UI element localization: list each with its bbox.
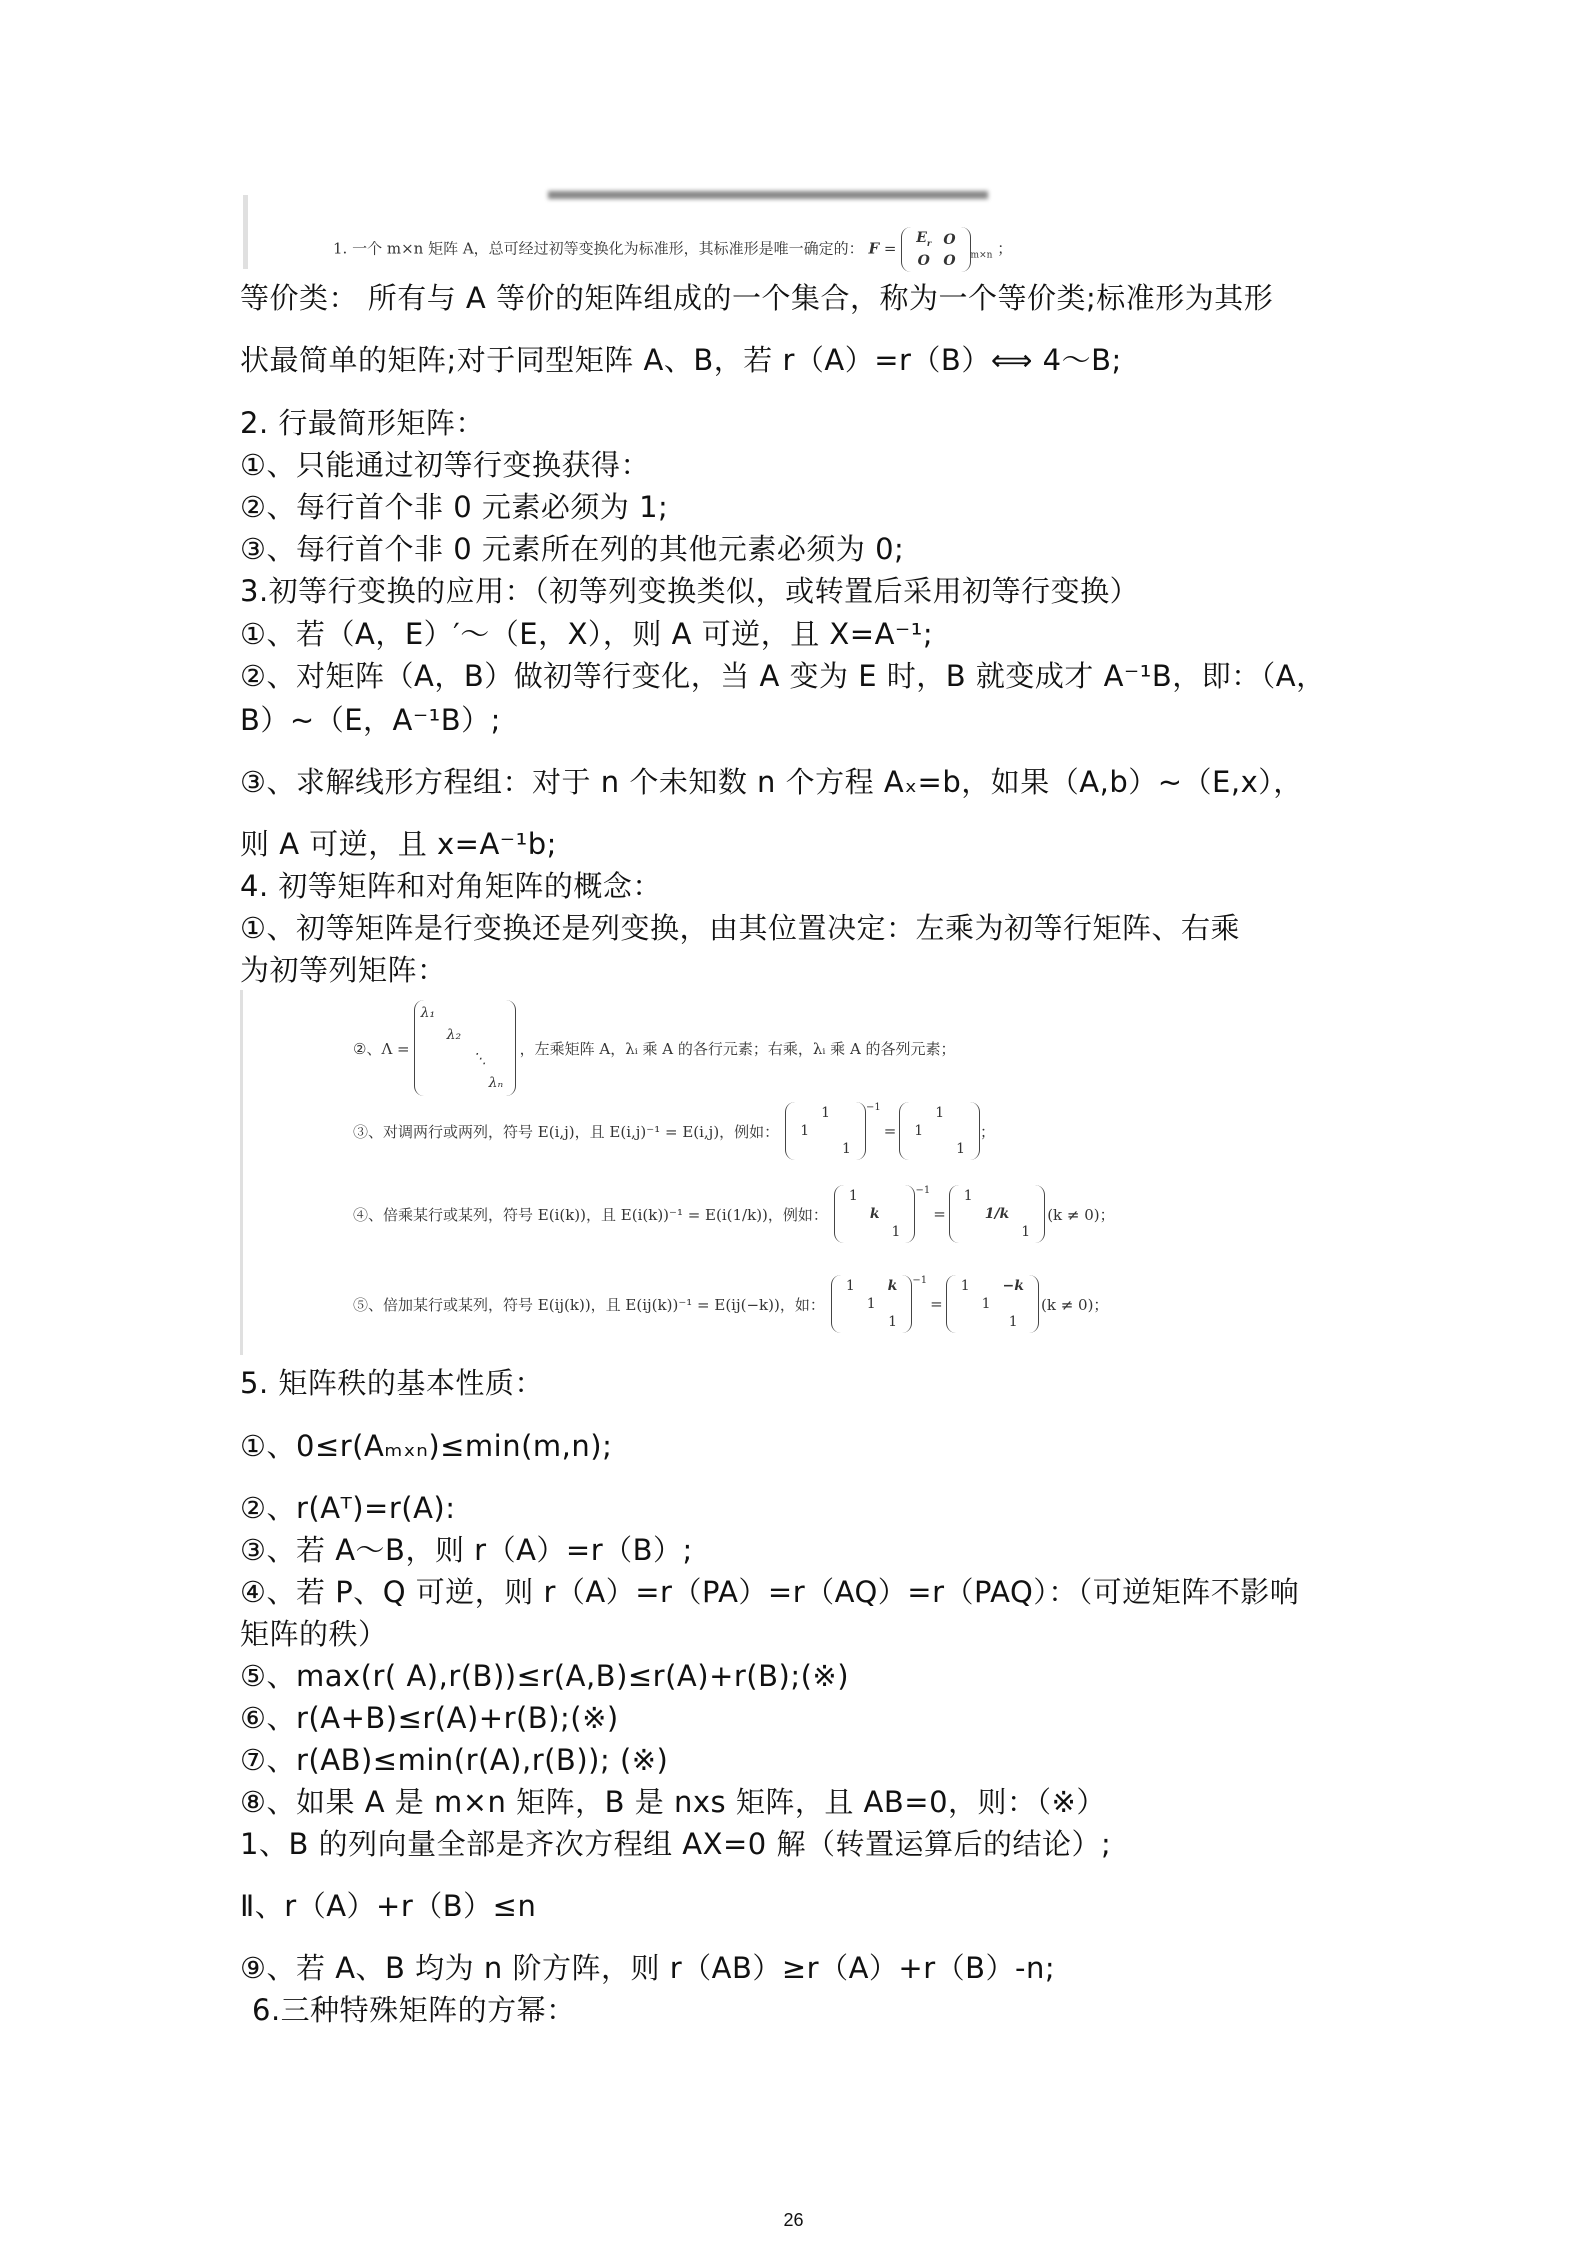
scale-matrix-lhs: 1 k 1 — [834, 1185, 916, 1243]
section3-heading: 3.初等行变换的应用：（初等列变换类似，或转置后采用初等行变换） — [240, 574, 1140, 608]
section5-item9: ⑨、若 A、B 均为 n 阶方阵，则 r（AB）≥r（A）+r（B）-n; — [240, 1951, 1056, 1985]
scale-matrix-rhs: 1 1/k 1 — [949, 1185, 1045, 1243]
section3-item2-line2: B）~（E，A⁻¹B）; — [240, 703, 501, 737]
section4-heading: 4. 初等矩阵和对角矩阵的概念： — [240, 869, 662, 903]
swap-matrix-rhs: 1 1 1 — [899, 1102, 980, 1160]
section5-item3: ③、若 A～B，则 r（A）=r（B）; — [240, 1533, 693, 1567]
section5-item6: ⑥、r(A+B)≤r(A)+r(B);(※) — [240, 1701, 619, 1735]
section4-item1-line2: 为初等列矩阵： — [240, 953, 447, 987]
section5-item8-sub1: 1、B 的列向量全部是齐次方程组 AX=0 解（转置运算后的结论）; — [240, 1827, 1112, 1861]
section5-item7: ⑦、r(AB)≤min(r(A),r(B)); (※) — [240, 1743, 669, 1777]
section2-heading: 2. 行最简形矩阵： — [240, 406, 485, 440]
section3-item3-line2: 则 A 可逆，且 x=A⁻¹b; — [240, 827, 557, 861]
standard-form-matrix: $E_r$ O O O — [901, 227, 970, 272]
section5-item2: ②、r(Aᵀ)=r(A): — [240, 1491, 456, 1525]
elementary-matrix-scanned-image — [240, 990, 1115, 1355]
section4-item1-line1: ①、初等矩阵是行变换还是列变换，由其位置决定：左乘为初等行矩阵、右乘 — [240, 911, 1240, 945]
section5-item4-line2: 矩阵的秩） — [240, 1617, 388, 1651]
section5-item1: ①、0≤r(Aₘₓₙ)≤min(m,n); — [240, 1429, 613, 1463]
blurred-title — [548, 191, 988, 199]
swap-matrix-lhs: 1 1 1 — [785, 1102, 866, 1160]
matrix-item2: ②、Λ = λ₁ λ₂ ⋱ λₙ ，左乘矩阵 A，λᵢ 乘 A 的各行元素；右乘，λᵢ 乘 A 的各列元素； — [353, 1000, 956, 1096]
page-number: 26 — [783, 2210, 804, 2230]
section3-item3-line1: ③、求解线形方程组：对于 n 个未知数 n 个方程 Aₓ=b，如果（A,b）~（E,x）， — [240, 765, 1303, 799]
equiv-class-line2: 状最简单的矩阵;对于同型矩阵 A、B，若 r（A）=r（B）⟺ 4～B; — [240, 343, 1122, 377]
section5-heading: 5. 矩阵秩的基本性质： — [240, 1366, 544, 1400]
header-scanned-image — [243, 195, 1148, 269]
section5-item8-sub2: Ⅱ、r（A）+r（B）≤n — [240, 1889, 537, 1923]
add-matrix-rhs: 1 −k 1 1 — [946, 1275, 1039, 1333]
diagonal-matrix: λ₁ λ₂ ⋱ λₙ — [414, 1000, 516, 1096]
section5-item8: ⑧、如果 A 是 m×n 矩阵，B 是 nxs 矩阵，且 AB=0，则：（※） — [240, 1785, 1106, 1819]
section2-item1: ①、只能通过初等行变换获得： — [240, 448, 650, 482]
section2-item2: ②、每行首个非 0 元素必须为 1; — [240, 490, 669, 524]
section3-item2-line1: ②、对矩阵（A，B）做初等行变化，当 A 变为 E 时，B 就变成才 A⁻¹B，即：（A， — [240, 659, 1326, 693]
header-item1: 1. 一个 m×n 矩阵 A，总可经过初等变换化为标准形，其标准形是唯一确定的： F = $E_r$ O O O $_{m\times n}$ ； — [333, 227, 1012, 272]
section6-heading: 6.三种特殊矩阵的方幂： — [252, 1993, 576, 2027]
section3-item1: ①、若（A，E）′～（E，X），则 A 可逆，且 X=A⁻¹; — [240, 617, 934, 651]
matrix-item3: ③、对调两行或两列，符号 E(i,j)，且 E(i,j)⁻¹ = E(i,j)，例如： 1 1 1 $^{-1}$ = 1 1 1 ； — [353, 1102, 995, 1160]
section5-item4-line1: ④、若 P、Q 可逆，则 r（A）=r（PA）=r（AQ）=r（PAQ）：（可逆矩阵不影响 — [240, 1575, 1300, 1609]
section5-item5: ⑤、max(r( A),r(B))≤r(A,B)≤r(A)+r(B);(※) — [240, 1659, 850, 1693]
matrix-item4: ④、倍乘某行或某列，符号 E(i(k))，且 E(i(k))⁻¹ = E(i(1/k))，例如： 1 k 1 $^{-1}$ = 1 1/k 1 (k ≠ 0)； — [353, 1185, 1115, 1243]
matrix-item5: ⑤、倍加某行或某列，符号 E(ij(k))，且 E(ij(k))⁻¹ = E(ij(−k))，如： 1 k 1 1 $^{-1}$ = 1 −k 1 1 (k ≠ 0)； — [353, 1275, 1108, 1333]
section2-item3: ③、每行首个非 0 元素所在列的其他元素必须为 0; — [240, 532, 905, 566]
add-matrix-lhs: 1 k 1 1 — [831, 1275, 913, 1333]
equiv-class-line1: 等价类： 所有与 A 等价的矩阵组成的一个集合，称为一个等价类;标准形为其形 — [240, 281, 1274, 315]
